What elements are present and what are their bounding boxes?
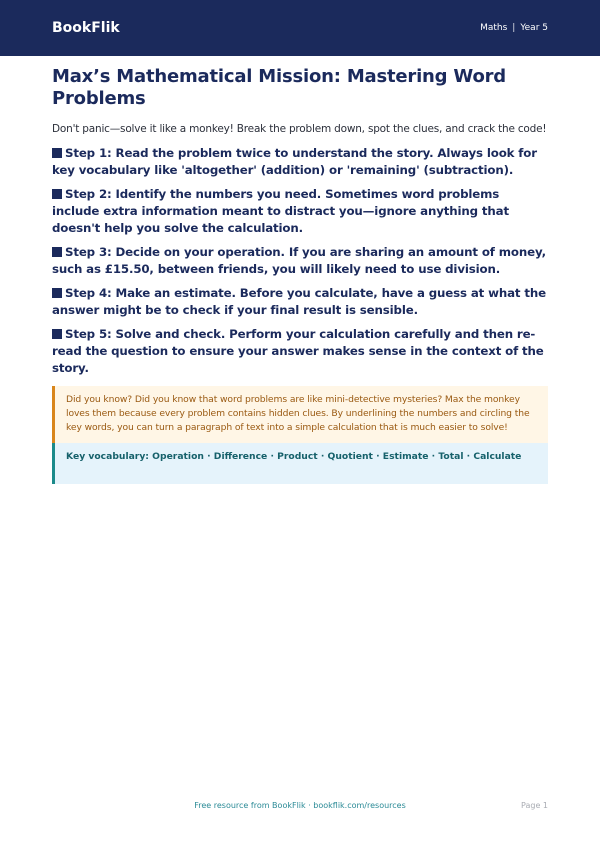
step-text: Step 4: Make an estimate. Before you calculate, have a guess at what the answer might be to check if your final result is sensible.	[52, 286, 546, 317]
footer-link[interactable]: Free resource from BookFlik · bookflik.com/resources	[194, 801, 406, 810]
step-item	[52, 244, 548, 278]
step-text: Step 2: Identify the numbers you need. Sometimes word problems include extra information meant to distract you—ignore anything that doesn't help you solve the calculation.	[52, 187, 509, 235]
step-text: Step 5: Solve and check. Perform your calculation carefully and then re-read the question to ensure your answer makes sense in the context of the story.	[52, 327, 544, 375]
brand-logo[interactable]: BookFlik	[52, 20, 120, 36]
key-vocabulary-box	[52, 443, 548, 484]
page-footer	[52, 801, 548, 815]
year-label: Year 5	[520, 23, 548, 33]
did-you-know-callout	[52, 386, 548, 443]
step-text: Step 3: Decide on your operation. If you are sharing an amount of money, such as £15.50, between friends, you will likely need to use division.	[52, 245, 546, 276]
page-header	[0, 0, 600, 56]
vocabulary-text: Key vocabulary: Operation · Difference · Product · Quotient · Estimate · Total · Calculate	[66, 451, 522, 462]
page-title: Max’s Mathematical Mission: Mastering Word Problems	[52, 66, 506, 109]
step-item	[52, 145, 548, 179]
callout-text: Did you know? Did you know that word problems are like mini-detective mysteries? Max the monkey loves them because every problem contains hidden clues. By underlining the numbers and circling the key words, you can turn a paragraph of text into a simple calculation that is much easier to solve!	[66, 394, 530, 433]
meta-separator: |	[512, 23, 516, 33]
main-content	[52, 66, 548, 484]
intro-text: Don't panic—solve it like a monkey! Break the problem down, spot the clues, and crack the code!	[52, 123, 547, 135]
step-item	[52, 326, 548, 377]
square-bullet-icon	[52, 288, 62, 298]
page-number: Page 1	[521, 801, 548, 810]
step-item	[52, 285, 548, 319]
step-item	[52, 186, 548, 237]
step-text: Step 1: Read the problem twice to understand the story. Always look for key vocabulary like 'altogether' (addition) or 'remaining' (subtraction).	[52, 146, 537, 177]
square-bullet-icon	[52, 247, 62, 257]
subject-label: Maths	[480, 23, 508, 33]
square-bullet-icon	[52, 329, 62, 339]
square-bullet-icon	[52, 189, 62, 199]
square-bullet-icon	[52, 148, 62, 158]
header-meta	[480, 23, 548, 33]
